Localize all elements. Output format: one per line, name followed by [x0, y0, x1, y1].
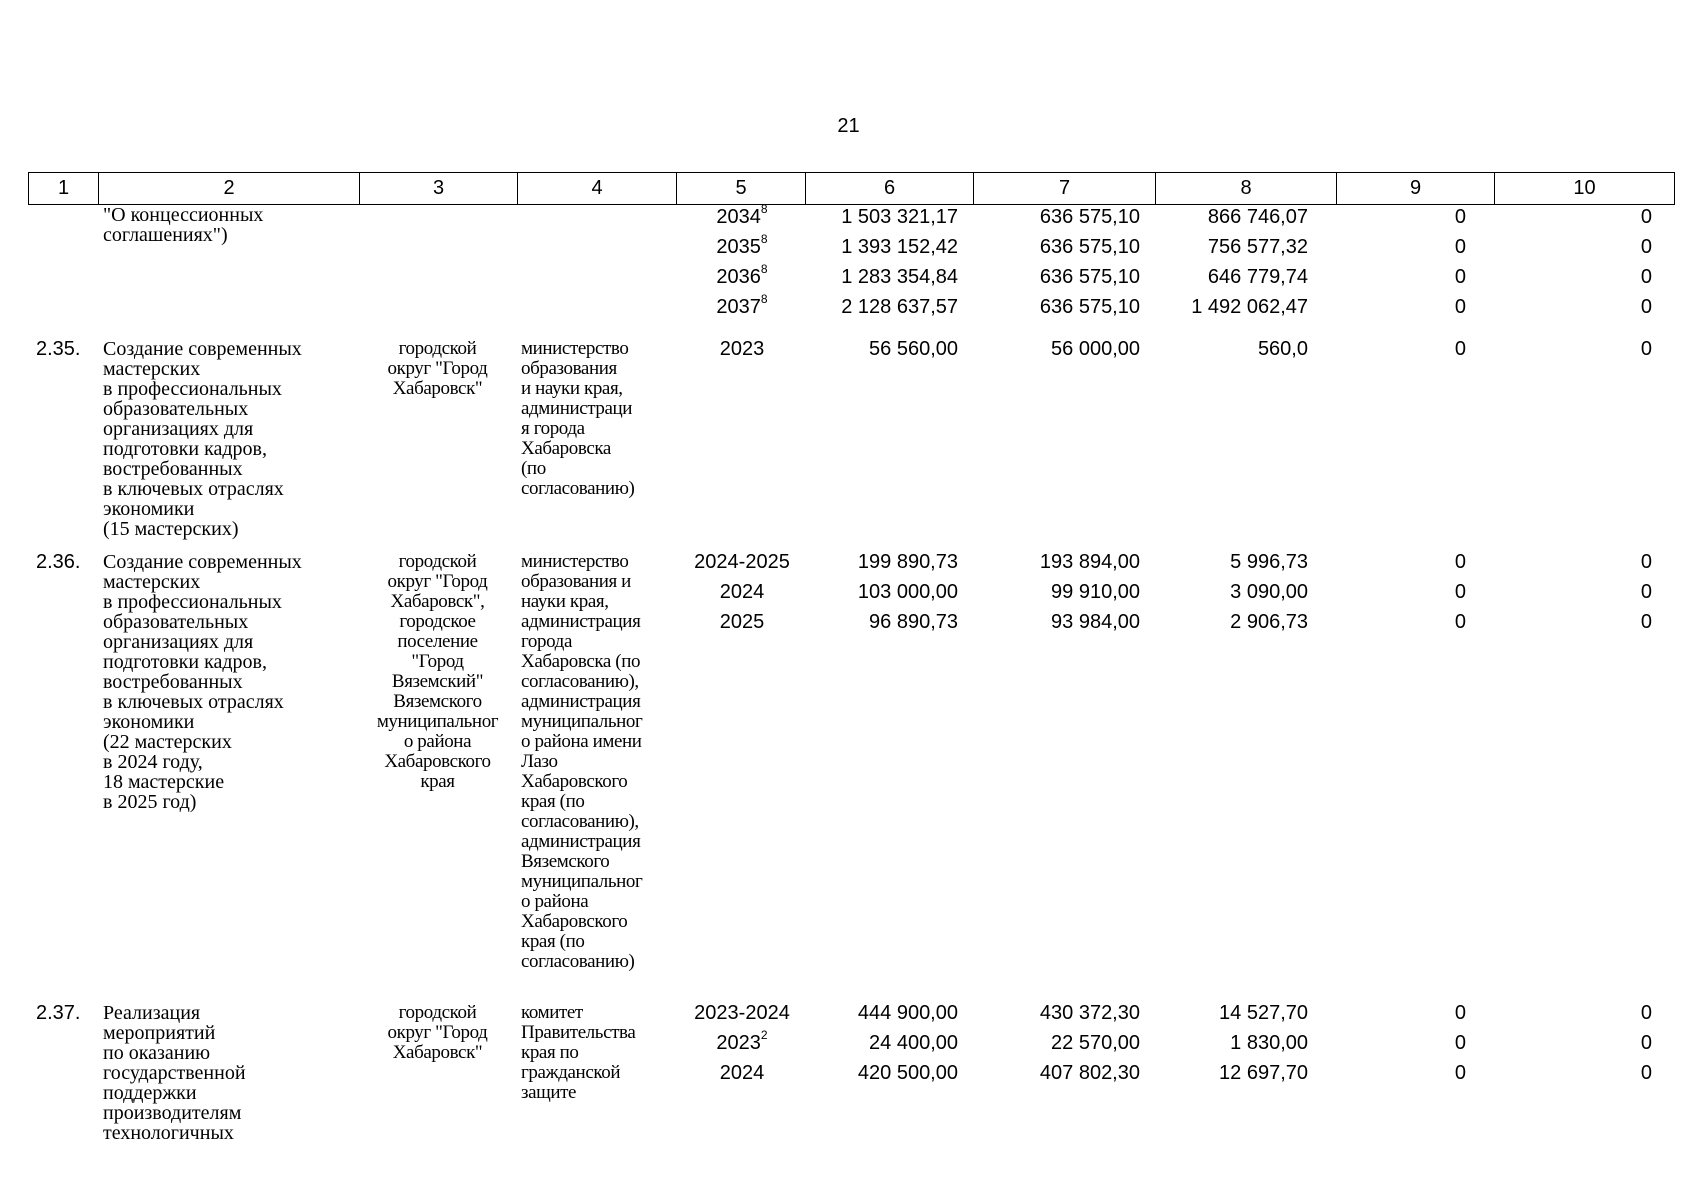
amount-cell-c6	[790, 1001, 958, 1025]
cell-text: 0	[1454, 206, 1466, 228]
amount-cell-c7	[970, 235, 1140, 259]
column-header-8: 8	[1156, 173, 1337, 205]
cell-text: 3 090,00	[1230, 581, 1308, 603]
amount-cell-c10	[1580, 265, 1652, 289]
cell-text: 0	[1454, 266, 1466, 288]
amount-cell-c7	[970, 1061, 1140, 1085]
text-line: востребованных	[103, 671, 243, 693]
amount-cell-c7	[970, 205, 1140, 229]
cell-text: 96 890,73	[869, 611, 958, 633]
column-header-1: 1	[29, 173, 99, 205]
amount-cell-c9	[1400, 295, 1466, 319]
text-line: "О концессионных	[103, 204, 264, 226]
cell-text: 2036	[716, 266, 761, 288]
cell-text: 756 577,32	[1207, 236, 1308, 258]
cell-text: 2023-2024	[694, 1002, 790, 1024]
text-line: поддержки	[103, 1082, 197, 1104]
text-line: (15 мастерских)	[103, 518, 239, 540]
row-number: 2.37.	[36, 1002, 81, 1024]
amount-cell-c10	[1580, 295, 1652, 319]
cell-text: 636 575,10	[1039, 266, 1140, 288]
cell-text: 636 575,10	[1039, 296, 1140, 318]
amount-cell-c7	[970, 580, 1140, 604]
text-line: государственной	[103, 1062, 246, 1084]
text-line: Вяземский"	[391, 671, 484, 692]
amount-cell-c8	[1150, 580, 1308, 604]
amount-cell-c9	[1400, 550, 1466, 574]
text-line: Хабаровск"	[392, 1042, 483, 1063]
amount-cell-c9	[1400, 337, 1466, 361]
text-line: экономики	[103, 711, 195, 733]
text-line: администрация	[521, 831, 641, 852]
text-line: согласованию)	[521, 951, 635, 972]
text-line: в ключевых отраслях	[103, 691, 284, 713]
table-header	[28, 172, 1675, 205]
cell-text: 0	[1640, 296, 1652, 318]
text-line: я города	[521, 418, 585, 439]
cell-text: 0	[1640, 611, 1652, 633]
amount-cell-c8	[1150, 265, 1308, 289]
cell-text: 199 890,73	[857, 551, 958, 573]
cell-text: 2023	[716, 1032, 761, 1054]
column-header-5: 5	[677, 173, 806, 205]
text-line: муниципальног	[521, 711, 643, 732]
text-line: Хабаровского	[384, 751, 491, 772]
amount-cell-c6	[790, 550, 958, 574]
text-line: о района	[403, 731, 472, 752]
text-line: экономики	[103, 498, 195, 520]
text-line: Создание современных	[103, 551, 302, 573]
text-line: соглашениях")	[103, 224, 228, 246]
cell-text: 0	[1454, 1062, 1466, 1084]
amount-cell-c9	[1400, 235, 1466, 259]
text-line: муниципальног	[376, 711, 499, 732]
cell-text: 444 900,00	[857, 1002, 958, 1024]
amount-cell-c6	[790, 580, 958, 604]
amount-cell-c7	[970, 1001, 1140, 1025]
cell-text: 56 560,00	[869, 338, 958, 360]
cell-text: 12 697,70	[1219, 1062, 1308, 1084]
column-header-4: 4	[518, 173, 677, 205]
text-line: в профессиональных	[103, 591, 282, 613]
cell-text: 0	[1454, 1032, 1466, 1054]
text-line: (по	[521, 458, 546, 479]
text-line: Хабаровск"	[392, 378, 483, 399]
value-line	[0, 1001, 1697, 1031]
cell-text: 0	[1640, 1062, 1652, 1084]
amount-cell-c10	[1580, 1031, 1652, 1055]
text-line: округ "Город	[387, 571, 488, 592]
amount-cell-c6	[790, 610, 958, 634]
footnote-marker: 2	[760, 1028, 768, 1043]
cell-text: 430 372,30	[1039, 1002, 1140, 1024]
text-line: организациях для	[103, 631, 254, 653]
value-line	[0, 610, 1697, 640]
cell-text: 0	[1454, 338, 1466, 360]
page-number: 21	[837, 115, 860, 137]
cell-text: 0	[1640, 1032, 1652, 1054]
cell-text: 1 393 152,42	[841, 236, 958, 258]
column-header-10: 10	[1495, 173, 1675, 205]
text-line: гражданской	[521, 1062, 621, 1083]
text-line: согласованию)	[521, 478, 635, 499]
cell-text: 1 830,00	[1230, 1032, 1308, 1054]
text-line: в ключевых отраслях	[103, 478, 284, 500]
amount-cell-c6	[790, 295, 958, 319]
text-line: в профессиональных	[103, 378, 282, 400]
amount-cell-c6	[790, 1061, 958, 1085]
value-line	[0, 292, 1697, 325]
text-line: Вяземского	[393, 691, 482, 712]
text-line: Правительства	[521, 1022, 636, 1043]
column-header-7: 7	[974, 173, 1156, 205]
cell-text: 14 527,70	[1219, 1002, 1308, 1024]
cell-text: 93 984,00	[1051, 611, 1140, 633]
text-line: администрация	[521, 691, 641, 712]
text-line: Хабаровска (по	[521, 651, 641, 672]
cell-text: 0	[1640, 1002, 1652, 1024]
amount-cell-c10	[1580, 1001, 1652, 1025]
amount-cell-c9	[1400, 1001, 1466, 1025]
cell-text: 2023	[719, 338, 765, 360]
cell-text: 0	[1454, 296, 1466, 318]
text-line: округ "Город	[387, 1022, 488, 1043]
cell-text: 2024-2025	[694, 551, 790, 573]
cell-text: 407 802,30	[1039, 1062, 1140, 1084]
text-line: "Город	[411, 651, 464, 672]
text-line: по оказанию	[103, 1042, 211, 1064]
amount-cell-c8	[1150, 1061, 1308, 1085]
cell-text: 0	[1454, 1002, 1466, 1024]
amount-cell-c6	[790, 235, 958, 259]
cell-text: 2025	[719, 611, 765, 633]
text-line: Создание современных	[103, 338, 302, 360]
text-line: подготовки кадров,	[103, 651, 267, 673]
text-line: защите	[521, 1082, 577, 1103]
text-line: (22 мастерских	[103, 731, 232, 753]
text-line: и науки края,	[521, 378, 623, 399]
cell-text: 5 996,73	[1230, 551, 1308, 573]
amount-cell-c9	[1400, 610, 1466, 634]
amount-cell-c9	[1400, 205, 1466, 229]
text-line: городское	[399, 611, 476, 632]
text-line: в 2024 году,	[103, 751, 203, 773]
amount-cell-c9	[1400, 580, 1466, 604]
amount-cell-c10	[1580, 610, 1652, 634]
text-line: согласованию),	[521, 671, 639, 692]
amount-cell-c10	[1580, 235, 1652, 259]
cell-text: 2024	[719, 581, 765, 603]
text-line: 18 мастерские	[103, 771, 225, 793]
amount-cell-c9	[1400, 1031, 1466, 1055]
text-line: в 2025 год)	[103, 791, 197, 813]
text-line: организациях для	[103, 418, 254, 440]
text-line: востребованных	[103, 458, 243, 480]
amount-cell-c6	[790, 205, 958, 229]
cell-text: 420 500,00	[857, 1062, 958, 1084]
row-number: 2.35.	[36, 338, 81, 360]
text-line: комитет	[521, 1002, 583, 1023]
cell-text: 0	[1454, 611, 1466, 633]
amount-cell-c7	[970, 610, 1140, 634]
text-line: городской	[398, 338, 477, 359]
text-line: Хабаровска	[521, 438, 611, 459]
cell-text: 2 128 637,57	[841, 296, 958, 318]
text-line: науки края,	[521, 591, 609, 612]
value-line	[0, 232, 1697, 265]
text-line: округ "Город	[387, 358, 488, 379]
text-line: города	[521, 631, 572, 652]
amount-cell-c10	[1580, 550, 1652, 574]
row-number: 2.36.	[36, 551, 81, 573]
amount-cell-c7	[970, 1031, 1140, 1055]
cell-text: 0	[1640, 581, 1652, 603]
cell-text: 2034	[716, 206, 761, 228]
text-line: согласованию),	[521, 811, 639, 832]
cell-text: 24 400,00	[869, 1032, 958, 1054]
value-line	[0, 337, 1697, 367]
cell-text: 636 575,10	[1039, 236, 1140, 258]
text-line: министерство	[521, 338, 629, 359]
amount-cell-c10	[1580, 337, 1652, 361]
text-line: Вяземского	[521, 851, 610, 872]
cell-text: 0	[1454, 236, 1466, 258]
cell-text: 103 000,00	[857, 581, 958, 603]
amount-cell-c10	[1580, 580, 1652, 604]
text-line: Хабаровск",	[390, 591, 485, 612]
column-header-2: 2	[99, 173, 360, 205]
text-line: Реализация	[103, 1002, 201, 1024]
text-line: образования и	[521, 571, 631, 592]
text-line: Хабаровского	[521, 771, 628, 792]
text-line: министерство	[521, 551, 629, 572]
text-line: муниципальног	[521, 871, 643, 892]
text-line: подготовки кадров,	[103, 438, 267, 460]
text-line: Хабаровского	[521, 911, 628, 932]
value-line	[0, 202, 1697, 235]
cell-text: 560,0	[1257, 338, 1308, 360]
text-line: технологичных	[103, 1122, 234, 1144]
column-header-9: 9	[1337, 173, 1495, 205]
amount-cell-c8	[1150, 610, 1308, 634]
row-name	[103, 339, 363, 539]
cell-text: 646 779,74	[1207, 266, 1308, 288]
amount-cell-c9	[1400, 1061, 1466, 1085]
text-line: городской	[398, 1002, 477, 1023]
text-line: мастерских	[103, 358, 201, 380]
text-line: производителям	[103, 1102, 242, 1124]
column-header-6: 6	[806, 173, 974, 205]
text-line: края	[420, 771, 455, 792]
text-line: края по	[521, 1042, 579, 1063]
cell-text: 1 503 321,17	[841, 206, 958, 228]
value-line	[0, 550, 1697, 580]
cell-text: 0	[1454, 581, 1466, 603]
cell-text: 193 894,00	[1039, 551, 1140, 573]
amount-cell-c10	[1580, 1061, 1652, 1085]
amount-cell-c6	[790, 1031, 958, 1055]
amount-cell-c8	[1150, 550, 1308, 574]
amount-cell-c8	[1150, 1001, 1308, 1025]
text-line: образования	[521, 358, 617, 379]
text-line: о района	[521, 891, 589, 912]
text-line: края (по	[521, 791, 585, 812]
cell-text: 0	[1640, 206, 1652, 228]
amount-cell-c7	[970, 265, 1140, 289]
text-line: о района имени	[521, 731, 642, 752]
amount-cell-c8	[1150, 1031, 1308, 1055]
text-line: администраци	[521, 398, 633, 419]
cell-text: 0	[1454, 551, 1466, 573]
amount-cell-c8	[1150, 295, 1308, 319]
cell-text: 0	[1640, 236, 1652, 258]
text-line: городской	[398, 551, 477, 572]
amount-cell-c6	[790, 337, 958, 361]
footnote-marker: 8	[760, 232, 768, 247]
amount-cell-c8	[1150, 337, 1308, 361]
cell-text: 99 910,00	[1051, 581, 1140, 603]
amount-cell-c6	[790, 265, 958, 289]
cell-text: 2037	[716, 296, 761, 318]
text-line: мероприятий	[103, 1022, 216, 1044]
cell-text: 22 570,00	[1051, 1032, 1140, 1054]
text-line: края (по	[521, 931, 585, 952]
cell-text: 636 575,10	[1039, 206, 1140, 228]
amount-cell-c7	[970, 337, 1140, 361]
cell-text: 2024	[719, 1062, 765, 1084]
cell-text: 0	[1640, 551, 1652, 573]
cell-text: 0	[1640, 266, 1652, 288]
amount-cell-c7	[970, 295, 1140, 319]
cell-text: 2035	[716, 236, 761, 258]
text-line: поселение	[397, 631, 478, 652]
cell-text: 866 746,07	[1207, 206, 1308, 228]
amount-cell-c8	[1150, 235, 1308, 259]
text-line: Лазо	[521, 751, 558, 772]
amount-cell-c9	[1400, 265, 1466, 289]
cell-text: 1 283 354,84	[841, 266, 958, 288]
text-line: образовательных	[103, 398, 249, 420]
footnote-marker: 8	[760, 202, 768, 217]
amount-cell-c7	[970, 550, 1140, 574]
value-line	[0, 580, 1697, 613]
column-header-3: 3	[360, 173, 518, 205]
value-line	[0, 262, 1697, 295]
footnote-marker: 8	[760, 292, 768, 307]
amount-cell-c10	[1580, 205, 1652, 229]
cell-text: 2 906,73	[1230, 611, 1308, 633]
text-line: мастерских	[103, 571, 201, 593]
value-line	[0, 1061, 1697, 1091]
amount-cell-c8	[1150, 205, 1308, 229]
text-line: администрация	[521, 611, 641, 632]
value-line	[0, 1028, 1697, 1064]
cell-text: 0	[1640, 338, 1652, 360]
cell-text: 56 000,00	[1051, 338, 1140, 360]
footnote-marker: 8	[760, 262, 768, 277]
cell-text: 1 492 062,47	[1191, 296, 1308, 318]
text-line: образовательных	[103, 611, 249, 633]
